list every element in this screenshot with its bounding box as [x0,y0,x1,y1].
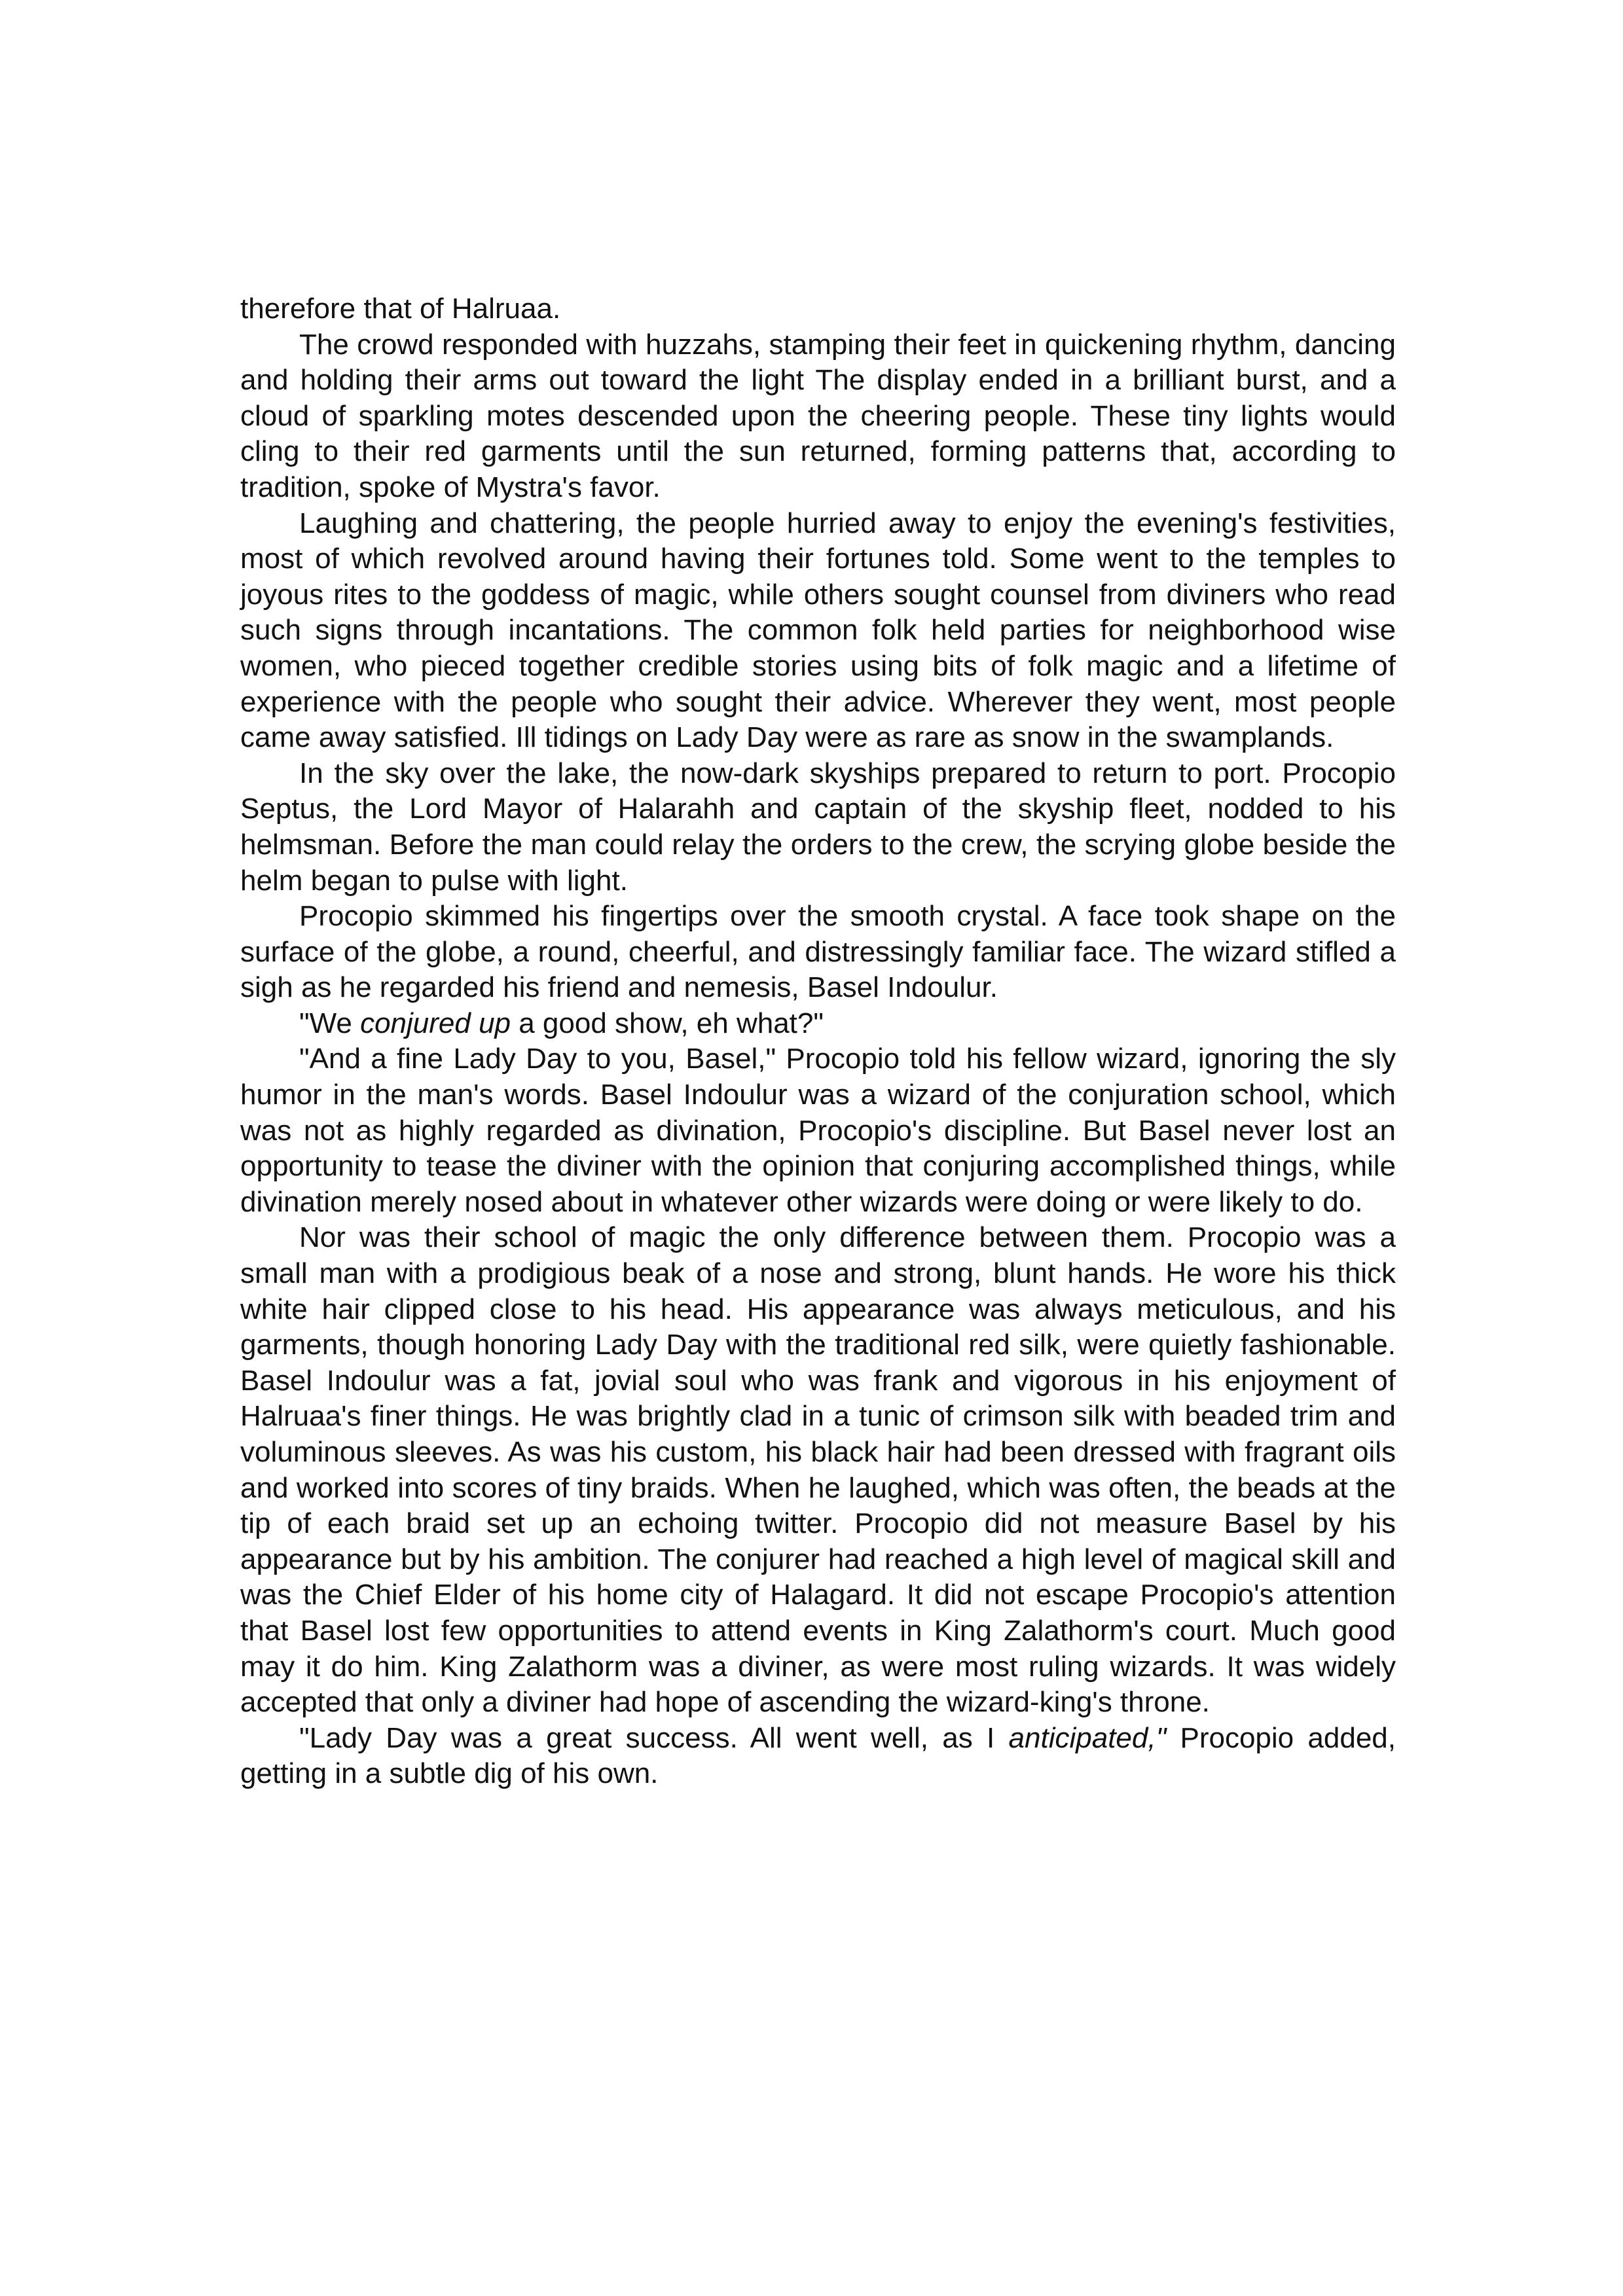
paragraph-text: Nor was their school of magic the only difference between them. Procopio was a small man with a prodigious beak of a nose and strong, blunt hands. He wore his thick white hair clipped close to his head. His appearance was always meticulous, and his garments, though honoring Lady Day with the traditional red silk, were quietly fashionable. Basel Indoulur was a fat, jovial soul who was frank and vigorous in his enjoyment of Halruaa's finer things. He was brightly clad in a tunic of crimson silk with beaded trim and voluminous sleeves. As was his custom, his black hair had been dressed with fragrant oils and worked into scores of tiny braids. When he laughed, which was often, the beads at the tip of each braid set up an echoing twitter. Procopio did not measure Basel by his appearance but by his ambition. The conjurer had reached a high level of magical skill and was the Chief Elder of his home city of Halagard. It did not escape Procopio's attention that Basel lost few opportunities to attend events in King Zalathorm's court. Much good may it do him. King Zalathorm was a diviner, as were most ruling wizards. It was widely accepted that only a diviner had hope of ascending the wizard-king's throne. [240,1221,1396,1719]
paragraph-3 [240,506,1396,756]
paragraph-2 [240,327,1396,506]
paragraph-text: In the sky over the lake, the now-dark skyships prepared to return to port. Procopio Septus, the Lord Mayor of Halarahh and captain of the skyship fleet, nodded to his helmsman. Before the man could relay the orders to the crew, the scrying globe beside the helm began to pulse with light. [240,757,1396,897]
paragraph-5 [240,899,1396,1006]
paragraph-text: therefore that of Halruaa. [240,293,561,325]
paragraph-7 [240,1041,1396,1220]
paragraph-text: "We [299,1007,361,1039]
paragraph-text: Procopio skimmed his fingertips over the smooth crystal. A face took shape on the surface of the globe, a round, cheerful, and distressingly familiar face. The wizard stifled a sigh as he regarded his friend and nemesis, Basel Indoulur. [240,900,1396,1004]
paragraph-6 [240,1006,1396,1042]
paragraph-text: "Lady Day was a great success. All went well, as I [299,1721,1009,1754]
paragraph-8 [240,1220,1396,1720]
paragraph-9 [240,1721,1396,1792]
paragraph-1 [240,291,1396,327]
italic-text: conjured up [360,1007,511,1039]
paragraph-text: The crowd responded with huzzahs, stamping their feet in quickening rhythm, dancing and holding their arms out toward the light The display ended in a brilliant burst, and a cloud of sparkling motes descended upon the cheering people. These tiny lights would cling to their red garments until the sun returned, forming patterns that, according to tradition, spoke of Mystra's favor. [240,328,1396,503]
paragraph-text: a good show, eh what?" [511,1007,824,1039]
paragraph-text: Procopio added, getting in a subtle dig of his own. [240,1721,1396,1790]
paragraph-4 [240,756,1396,899]
paragraph-text: "And a fine Lady Day to you, Basel," Procopio told his fellow wizard, ignoring the sly humor in the man's words. Basel Indoulur was a wizard of the conjuration school, which was not as highly regarded as divination, Procopio's discipline. But Basel never lost an opportunity to tease the diviner with the opinion that conjuring accomplished things, while divination merely nosed about in whatever other wizards were doing or were likely to do. [240,1043,1396,1218]
paragraph-text: Laughing and chattering, the people hurried away to enjoy the evening's festivities, most of which revolved around having their fortunes told. Some went to the temples to joyous rites to the goddess of magic, while others sought counsel from diviners who read such signs through incantations. The common folk held parties for neighborhood wise women, who pieced together credible stories using bits of folk magic and a lifetime of experience with the people who sought their advice. Wherever they went, most people came away satisfied. Ill tidings on Lady Day were as rare as snow in the swamplands. [240,507,1396,754]
italic-text: anticipated," [1008,1721,1167,1754]
page-body-text [240,291,1396,1792]
